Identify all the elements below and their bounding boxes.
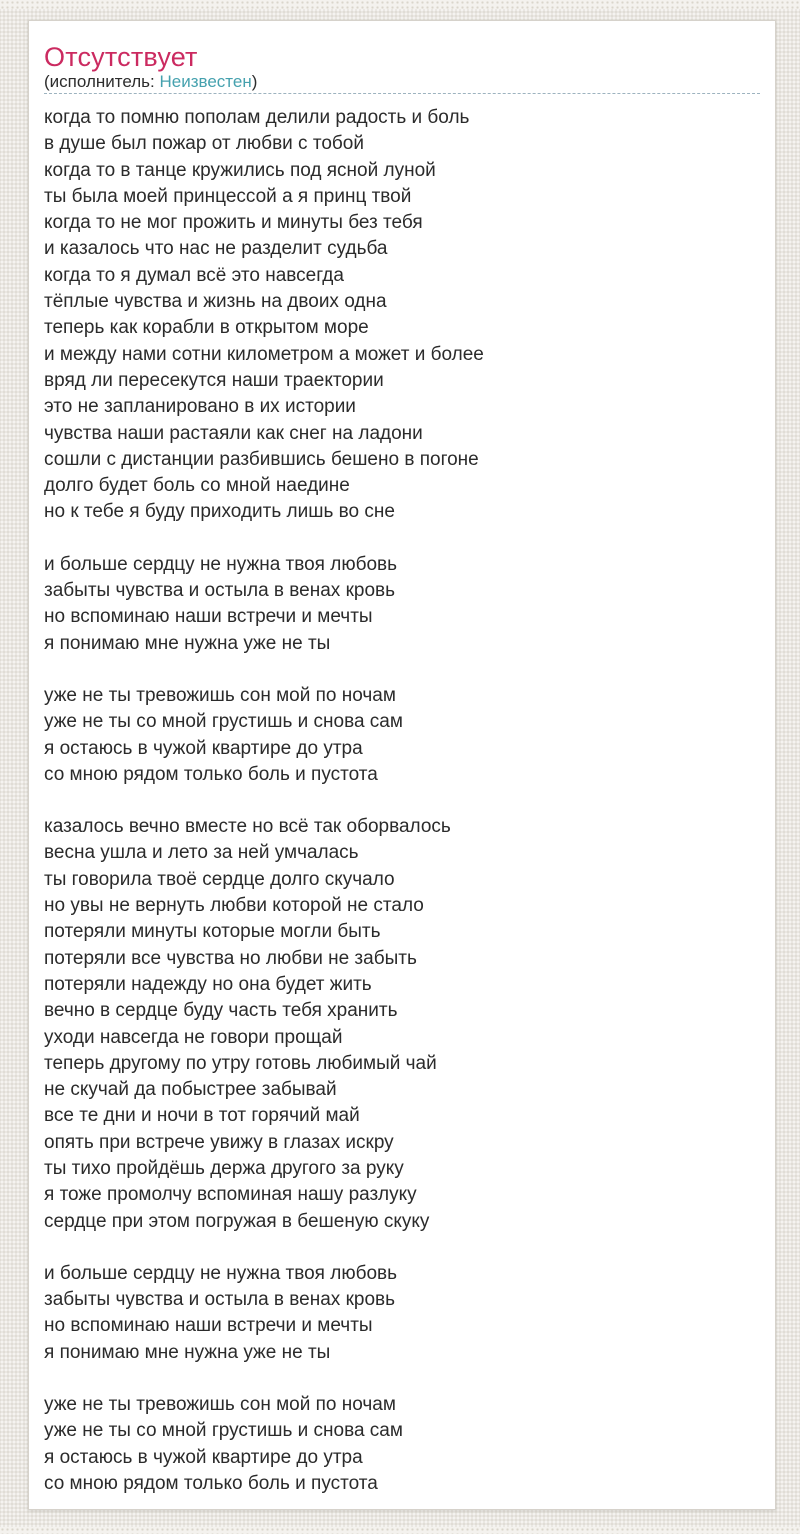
lyric-stanza bbox=[44, 1261, 760, 1366]
lyric-line: вечно в сердце буду часть тебя хранить bbox=[44, 1000, 398, 1022]
lyric-line: но вспоминаю наши встречи и мечты bbox=[44, 606, 373, 628]
lyric-line: уже не ты тревожишь сон мой по ночам bbox=[44, 684, 396, 706]
lyric-line: я остаюсь в чужой квартире до утра bbox=[44, 737, 363, 759]
lyric-line: вряд ли пересекутся наши траектории bbox=[44, 369, 384, 391]
artist-link[interactable]: Неизвестен bbox=[159, 72, 252, 91]
lyric-line: не скучай да побыстрее забывай bbox=[44, 1079, 337, 1101]
lyric-line: потеряли надежду но она будет жить bbox=[44, 973, 372, 995]
lyric-line: когда то не мог прожить и минуты без тебя bbox=[44, 212, 423, 234]
lyric-line: когда то в танце кружились под ясной луной bbox=[44, 159, 436, 181]
lyric-line: ты говорила твоё сердце долго скучало bbox=[44, 868, 395, 890]
artist-label-suffix: ) bbox=[251, 72, 258, 91]
lyric-line: забыты чувства и остыла в венах кровь bbox=[44, 1289, 396, 1311]
lyric-stanza bbox=[44, 814, 760, 1235]
lyric-line: со мною рядом только боль и пустота bbox=[44, 763, 378, 785]
lyric-line: я тоже промолчу вспоминая нашу разлуку bbox=[44, 1184, 417, 1206]
lyric-line: когда то помню пополам делили радость и боль bbox=[44, 107, 470, 128]
lyric-line: тёплые чувства и жизнь на двоих одна bbox=[44, 291, 387, 313]
lyric-line: я понимаю мне нужна уже не ты bbox=[44, 632, 331, 654]
lyrics-card bbox=[28, 20, 776, 1510]
lyric-line: весна ушла и лето за ней умчалась bbox=[44, 842, 359, 864]
page-title: Отсутствует bbox=[44, 42, 198, 72]
texture-bottom-strip bbox=[0, 1527, 800, 1534]
lyric-line: долго будет боль со мной наедине bbox=[44, 475, 350, 497]
lyric-line: чувства наши растаяли как снег на ладони bbox=[44, 422, 423, 444]
lyric-line: забыты чувства и остыла в венах кровь bbox=[44, 580, 396, 602]
texture-top-strip bbox=[0, 0, 800, 9]
lyric-line: уходи навсегда не говори прощай bbox=[44, 1026, 343, 1048]
lyric-line: уже не ты тревожишь сон мой по ночам bbox=[44, 1394, 396, 1416]
lyric-line: я понимаю мне нужна уже не ты bbox=[44, 1341, 331, 1363]
lyric-line: ты тихо пройдёшь держа другого за руку bbox=[44, 1157, 404, 1179]
lyric-stanza bbox=[44, 1392, 760, 1497]
lyric-line: и больше сердцу не нужна твоя любовь bbox=[44, 1262, 398, 1284]
lyric-line: уже не ты со мной грустишь и снова сам bbox=[44, 1420, 403, 1442]
lyric-stanza bbox=[44, 683, 760, 788]
lyric-line: со мною рядом только боль и пустота bbox=[44, 1472, 378, 1494]
lyric-line: потеряли минуты которые могли быть bbox=[44, 921, 381, 943]
lyric-line: когда то я думал всё это навсегда bbox=[44, 264, 344, 286]
song-header bbox=[44, 43, 760, 94]
lyric-line: но увы не вернуть любви которой не стало bbox=[44, 895, 424, 917]
lyric-line: я остаюсь в чужой квартире до утра bbox=[44, 1446, 363, 1468]
lyric-line: сердце при этом погружая в бешеную скуку bbox=[44, 1210, 430, 1232]
lyric-line: но к тебе я буду приходить лишь во сне bbox=[44, 501, 395, 523]
artist-line bbox=[44, 71, 760, 93]
lyric-line: опять при встрече увижу в глазах искру bbox=[44, 1131, 394, 1153]
lyric-line: все те дни и ночи в тот горячий май bbox=[44, 1105, 360, 1127]
artist-label-prefix: (исполнитель: bbox=[44, 72, 160, 91]
lyric-line: сошли с дистанции разбившись бешено в погоне bbox=[44, 448, 479, 470]
lyric-line: в душе был пожар от любви с тобой bbox=[44, 133, 364, 155]
lyric-line: но вспоминаю наши встречи и мечты bbox=[44, 1315, 373, 1337]
lyric-line: казалось вечно вместе но всё так оборвалось bbox=[44, 816, 451, 838]
lyric-line: теперь другому по утру готовь любимый чай bbox=[44, 1052, 437, 1074]
lyric-line: это не запланировано в их истории bbox=[44, 396, 356, 418]
lyric-line: и больше сердцу не нужна твоя любовь bbox=[44, 553, 398, 575]
lyrics-text bbox=[44, 105, 760, 1497]
lyric-line: уже не ты со мной грустишь и снова сам bbox=[44, 711, 403, 733]
lyric-line: потеряли все чувства но любви не забыть bbox=[44, 947, 417, 969]
lyric-line: и между нами сотни километром а может и более bbox=[44, 343, 484, 365]
lyric-stanza bbox=[44, 105, 760, 526]
lyric-stanza bbox=[44, 552, 760, 657]
lyric-line: теперь как корабли в открытом море bbox=[44, 317, 369, 339]
lyric-line: ты была моей принцессой а я принц твой bbox=[44, 185, 412, 207]
lyric-line: и казалось что нас не разделит судьба bbox=[44, 238, 388, 260]
